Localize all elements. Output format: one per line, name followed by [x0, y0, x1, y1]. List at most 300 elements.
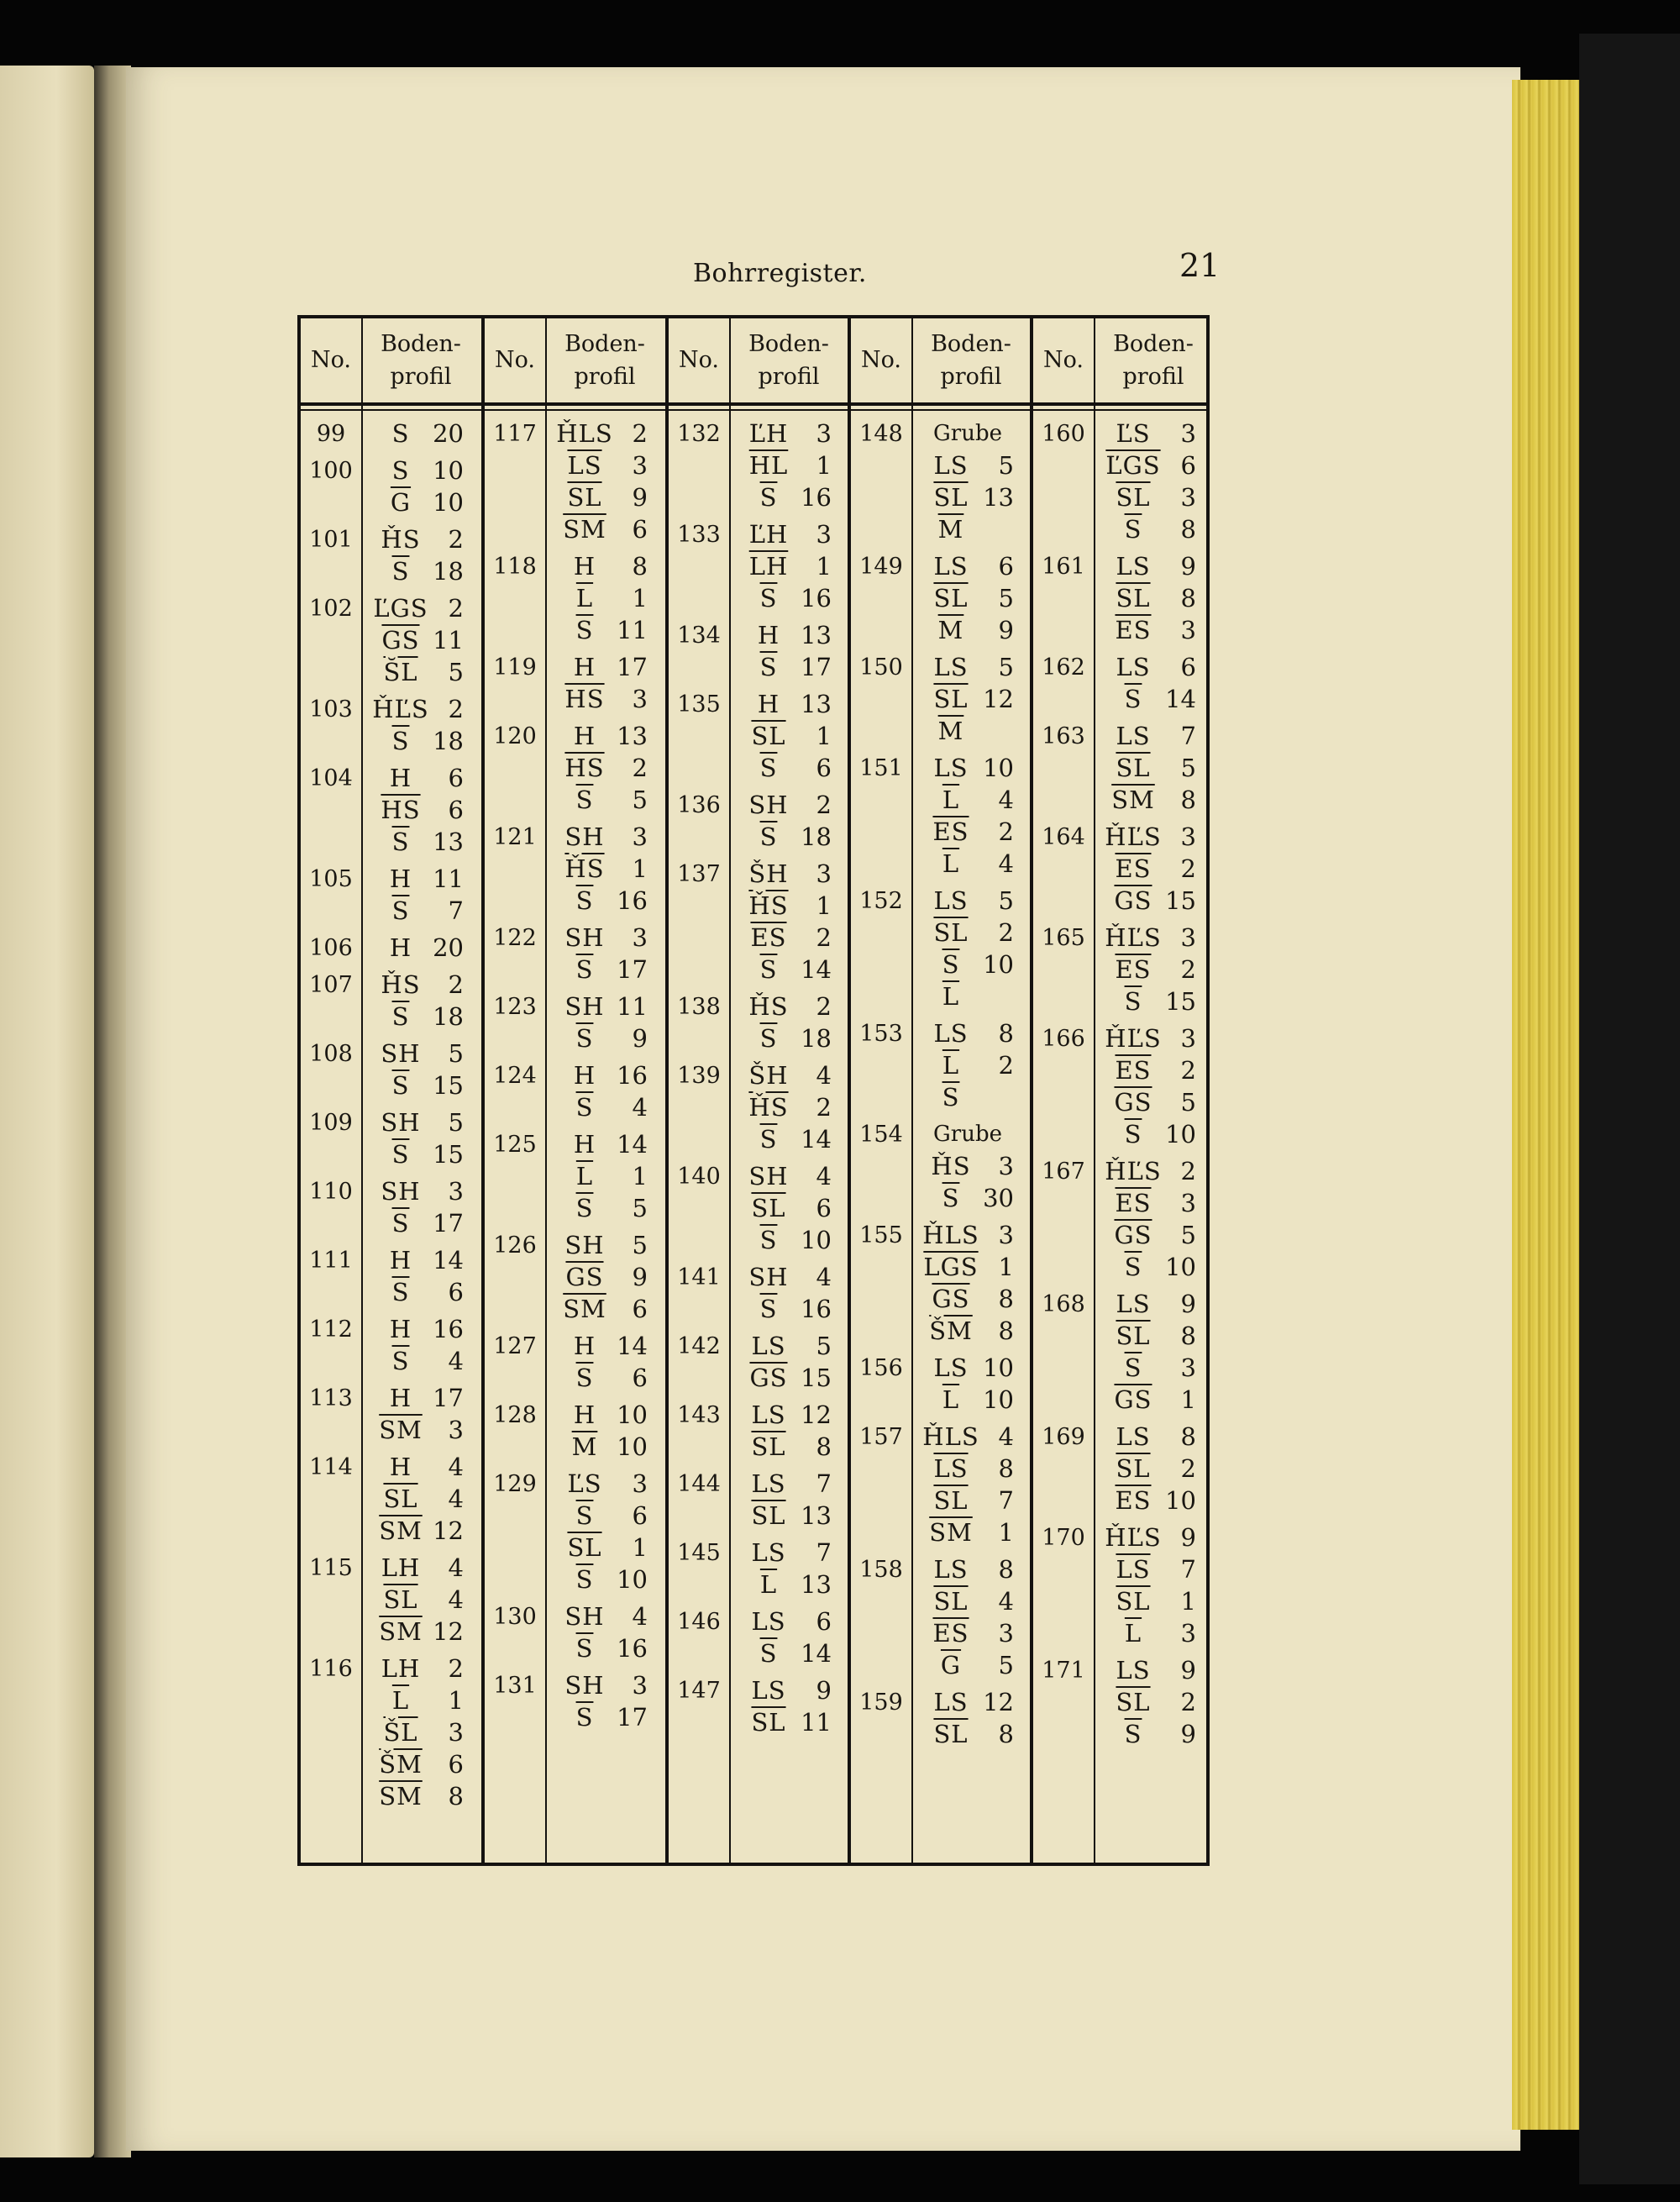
running-header: Bohrregister.: [693, 259, 867, 288]
profile-layer: [371, 762, 464, 794]
layer-thickness: 5: [448, 658, 464, 686]
profile-layer: [921, 1150, 1047, 1182]
soil-profile: [371, 1038, 464, 1101]
profile-layer: [739, 449, 832, 481]
header-profile: [911, 318, 1031, 402]
bore-number: 146: [677, 1609, 721, 1635]
soil-code: H: [757, 621, 780, 649]
soil-code: Grube: [933, 421, 1002, 446]
profile-layer: [921, 1516, 1014, 1548]
profile-layer: [1104, 418, 1196, 449]
soil-code: $\overline{M}$: [937, 717, 964, 745]
profile-layer: [1104, 481, 1196, 513]
layer-thickness: 20: [433, 419, 464, 448]
layer-thickness: 8: [1180, 786, 1196, 814]
layer-thickness: 2: [998, 1051, 1014, 1080]
profile-layer: [555, 582, 648, 614]
soil-code: LS: [933, 1688, 969, 1716]
profile-layer: [1104, 582, 1196, 614]
profile-layer: [739, 418, 832, 449]
profile-layer: [371, 1069, 464, 1101]
profile-layer: [739, 1500, 832, 1532]
bore-number: 109: [309, 1110, 353, 1136]
soil-code: $\overline{GS}$: [1114, 886, 1152, 915]
profile-layer: [555, 481, 648, 513]
layer-thickness: 8: [998, 1720, 1014, 1748]
soil-code: $\overline{SL}$: [1116, 483, 1151, 512]
profile-layer: [555, 1128, 648, 1160]
soil-profile: [1104, 720, 1196, 816]
profile-layer: [739, 1261, 832, 1293]
layer-thickness: 30: [983, 1184, 1014, 1212]
soil-profile: [1104, 1654, 1196, 1750]
header-number: No.: [495, 347, 535, 374]
soil-code: SH: [381, 1177, 421, 1206]
profile-layer: [555, 418, 648, 449]
soil-code: $\overline{SL}$: [751, 1432, 786, 1461]
profile-layer: [371, 826, 464, 858]
layer-thickness: 16: [801, 483, 832, 512]
layer-thickness: 2: [448, 594, 464, 623]
soil-code: $\overline{S}$: [575, 1634, 594, 1663]
soil-code: Grube: [933, 1122, 1002, 1147]
soil-code: H: [573, 552, 596, 581]
profile-layer: [555, 1229, 648, 1261]
soil-code: $\overline{L}$: [942, 849, 960, 878]
soil-profile: [555, 991, 648, 1054]
header-profile-line1: Boden-: [748, 330, 829, 357]
layer-thickness: 15: [433, 1140, 464, 1169]
layer-thickness: 17: [433, 1209, 464, 1238]
profile-layer: [1104, 513, 1196, 545]
layer-thickness: 14: [433, 1246, 464, 1274]
layer-thickness: 4: [448, 1485, 464, 1513]
soil-profile: [921, 550, 1014, 646]
layer-thickness: 7: [1180, 722, 1196, 750]
profile-layer: [739, 858, 832, 890]
soil-code: ĽH: [748, 520, 789, 549]
bore-number: 157: [859, 1424, 903, 1450]
layer-thickness: 3: [1180, 822, 1196, 851]
layer-thickness: 4: [998, 786, 1014, 814]
layer-thickness: 3: [1180, 419, 1196, 448]
layer-thickness: 5: [998, 451, 1014, 480]
soil-profile: [555, 922, 648, 985]
profile-layer: [555, 922, 648, 954]
layer-thickness: 1: [998, 1518, 1014, 1547]
soil-profile: [739, 1606, 832, 1669]
layer-thickness: 4: [448, 1347, 464, 1375]
soil-code: $\overline{ES}$: [932, 1619, 969, 1648]
profile-layer: [371, 693, 464, 725]
layer-thickness: 13: [801, 1570, 832, 1599]
profile-layer: [555, 513, 648, 545]
soil-code: ĽS: [1116, 419, 1151, 448]
soil-profile: [371, 1451, 464, 1547]
profile-layer: [921, 1251, 1014, 1283]
profile-layer: [739, 1569, 832, 1600]
profile-layer: [921, 1182, 1047, 1214]
soil-profile: [371, 1313, 464, 1377]
profile-layer: [555, 1261, 648, 1293]
soil-code: $\overline{LS}$: [567, 451, 602, 480]
soil-code: $\overline{S}$: [391, 896, 410, 925]
soil-code: $\overline{S}$: [759, 955, 778, 984]
layer-thickness: 3: [998, 1619, 1014, 1648]
layer-thickness: 2: [632, 754, 648, 782]
soil-code: $\overline{S}$: [1124, 515, 1142, 544]
layer-thickness: 16: [801, 1295, 832, 1323]
number-column-rule: [545, 318, 547, 1863]
soil-profile: [371, 969, 464, 1033]
profile-layer: [371, 523, 464, 555]
layer-thickness: 10: [617, 1565, 648, 1594]
layer-thickness: 1: [632, 584, 648, 612]
header-number: No.: [1043, 347, 1084, 374]
profile-layer: [739, 1160, 832, 1192]
soil-profile: [739, 1059, 832, 1155]
layer-thickness: 10: [617, 1401, 648, 1429]
profile-layer: [371, 1515, 464, 1547]
layer-thickness: 2: [816, 923, 832, 952]
profile-layer: [555, 1500, 648, 1532]
soil-code: $\overline{SL}$: [1116, 1322, 1151, 1350]
soil-profile: [371, 1552, 464, 1648]
soil-code: $\overline{S}$: [391, 557, 410, 586]
bore-number: 139: [677, 1063, 721, 1089]
layer-thickness: 9: [1180, 1720, 1196, 1748]
soil-profile: [739, 1330, 832, 1394]
profile-layer: [921, 1485, 1014, 1516]
header-profile: [1094, 318, 1213, 402]
profile-layer: [739, 1537, 832, 1569]
soil-code: $\overline{M}$: [571, 1432, 598, 1461]
soil-code: $\overline{S}$: [759, 1639, 778, 1668]
layer-thickness: 3: [632, 685, 648, 713]
header-rule-double: [301, 409, 1206, 411]
layer-thickness: 3: [632, 923, 648, 952]
bore-number: 114: [309, 1454, 353, 1480]
bore-number: 149: [859, 554, 903, 580]
soil-profile: [555, 1128, 648, 1224]
layer-thickness: 3: [448, 1177, 464, 1206]
layer-thickness: 5: [448, 1108, 464, 1137]
profile-layer: [1104, 1421, 1196, 1453]
layer-thickness: 1: [632, 1533, 648, 1562]
soil-code: S̆L: [383, 658, 418, 686]
profile-layer: [555, 1059, 648, 1091]
profile-layer: [1104, 752, 1196, 784]
soil-code: SH: [564, 1231, 605, 1259]
soil-code: $\overline{S}$: [759, 483, 778, 512]
profile-layer: [555, 821, 648, 853]
header-number: No.: [311, 347, 351, 374]
profile-layer: [921, 1649, 1014, 1681]
layer-thickness: 3: [1180, 923, 1196, 952]
profile-layer: [371, 592, 464, 624]
profile-layer: [921, 614, 1014, 646]
profile-layer: [739, 752, 832, 784]
layer-thickness: 16: [617, 886, 648, 915]
layer-thickness: 9: [1180, 552, 1196, 581]
soil-code: $\overline{SL}$: [383, 1485, 418, 1513]
header-profile-line2: profil: [574, 364, 636, 390]
layer-thickness: 5: [998, 1651, 1014, 1679]
profile-layer: [921, 949, 1014, 980]
soil-code: $\overline{ȞS}$: [748, 1093, 789, 1122]
header-profile-line1: Boden-: [931, 330, 1011, 357]
soil-code: $\overline{S}$: [391, 1140, 410, 1169]
profile-layer: [1104, 449, 1196, 481]
profile-layer: [921, 1352, 1014, 1384]
profile-layer: [921, 651, 1014, 683]
layer-thickness: 1: [632, 1162, 648, 1190]
profile-layer: [921, 449, 1047, 481]
soil-code: $\overline{SL}$: [1116, 754, 1151, 782]
soil-code: $\overline{S}$: [759, 653, 778, 681]
soil-code: H: [389, 1453, 412, 1481]
layer-thickness: 11: [433, 626, 464, 654]
layer-thickness: 5: [998, 653, 1014, 681]
soil-code: $\overline{SL}$: [383, 1585, 418, 1614]
soil-code: $\overline{S}$: [575, 1024, 594, 1053]
soil-code: $\overline{L}$: [759, 1570, 778, 1599]
bore-number: 116: [309, 1656, 353, 1682]
soil-profile: [371, 1382, 464, 1446]
layer-thickness: 1: [816, 552, 832, 581]
soil-code: LS: [933, 754, 969, 782]
soil-code: $\overline{HS}$: [564, 754, 605, 782]
soil-profile: [371, 693, 464, 757]
soil-code: $\overline{SM}$: [563, 1295, 606, 1323]
profile-layer: [739, 1706, 832, 1738]
profile-layer: [371, 1451, 464, 1483]
profile-layer: [1104, 954, 1196, 985]
soil-code: LS: [751, 1676, 786, 1705]
bore-number: 161: [1042, 554, 1085, 580]
soil-profile: [1104, 1288, 1196, 1416]
soil-code: ȞĽS: [1105, 1157, 1162, 1185]
bore-number: 145: [677, 1540, 721, 1566]
bore-number: 141: [677, 1264, 721, 1290]
profile-layer: [371, 1748, 464, 1780]
soil-code: LS: [751, 1607, 786, 1636]
soil-code: ȞS: [748, 992, 789, 1021]
soil-code: H: [573, 1401, 596, 1429]
layer-thickness: 9: [632, 1024, 648, 1053]
layer-thickness: 6: [816, 1607, 832, 1636]
soil-profile: [921, 1118, 1047, 1214]
layer-thickness: 2: [1180, 955, 1196, 984]
layer-thickness: 18: [801, 822, 832, 851]
profile-layer: [1104, 1288, 1196, 1320]
layer-thickness: 14: [801, 1125, 832, 1154]
soil-profile: [371, 523, 464, 587]
soil-code: $\overline{S}$: [391, 1071, 410, 1100]
layer-thickness: 9: [1180, 1290, 1196, 1318]
profile-layer: [1104, 1617, 1196, 1649]
profile-layer: [739, 922, 832, 954]
profile-layer: [739, 1362, 832, 1394]
soil-profile: [1104, 922, 1196, 1017]
layer-thickness: 1: [816, 722, 832, 750]
profile-layer: [1104, 720, 1196, 752]
profile-layer: [371, 418, 464, 449]
bore-number: 150: [859, 654, 903, 681]
profile-layer: [371, 656, 464, 688]
soil-code: ȞĽS: [1105, 822, 1162, 851]
soil-code: ȞĽS: [1105, 1523, 1162, 1552]
soil-code: $\overline{L}$: [942, 1051, 960, 1080]
layer-thickness: 2: [448, 970, 464, 999]
soil-profile: [739, 418, 832, 513]
layer-thickness: 8: [998, 1454, 1014, 1483]
soil-code: $\overline{M}$: [937, 616, 964, 644]
soil-code: H: [573, 722, 596, 750]
profile-layer: [1104, 1352, 1196, 1384]
soil-code: $\overline{ES}$: [1115, 1189, 1152, 1217]
bore-number: 162: [1042, 654, 1085, 681]
profile-layer: [739, 1022, 832, 1054]
soil-code: $\overline{S}$: [391, 1002, 410, 1031]
bore-number: 126: [493, 1232, 537, 1259]
layer-thickness: 2: [1180, 1688, 1196, 1716]
layer-thickness: 16: [801, 584, 832, 612]
profile-layer: [1104, 1384, 1196, 1416]
layer-thickness: 9: [632, 483, 648, 512]
soil-code: $\overline{S}$: [759, 584, 778, 612]
bore-number: 167: [1042, 1159, 1085, 1185]
soil-code: SH: [748, 791, 789, 819]
soil-code: H: [757, 690, 780, 718]
soil-code: $\overline{ES}$: [1115, 616, 1152, 644]
soil-profile: [739, 1261, 832, 1325]
profile-layer: [371, 1552, 464, 1584]
soil-code: $\overline{GS}$: [381, 626, 420, 654]
soil-code: $\overline{SL}$: [933, 584, 969, 612]
layer-thickness: 4: [816, 1162, 832, 1190]
soil-code: $\overline{S}$: [759, 754, 778, 782]
profile-layer: [371, 725, 464, 757]
soil-code: $\overline{S}$: [1124, 1720, 1142, 1748]
layer-thickness: 12: [801, 1401, 832, 1429]
profile-layer: [739, 1091, 832, 1123]
page-number: 21: [1179, 247, 1221, 284]
soil-code: $\overline{ŠM}$: [379, 1750, 423, 1779]
soil-profile: [739, 518, 832, 614]
layer-thickness: 6: [816, 1194, 832, 1222]
soil-code: $\overline{ȞS}$: [564, 854, 605, 883]
profile-layer: [921, 1049, 1014, 1081]
layer-thickness: 11: [617, 616, 648, 644]
soil-code: $\overline{SM}$: [379, 1782, 423, 1810]
profile-layer: [1104, 1654, 1196, 1686]
profile-layer: [1104, 1485, 1196, 1516]
soil-profile: [921, 1352, 1014, 1416]
soil-code: ŠH: [748, 859, 789, 888]
layer-thickness: 10: [983, 754, 1014, 782]
layer-thickness: 14: [1165, 685, 1196, 713]
layer-thickness: 5: [816, 1332, 832, 1360]
profile-layer: [1104, 1187, 1196, 1219]
soil-code: $\overline{L}$: [575, 1162, 594, 1190]
soil-code: $\overline{S}$: [391, 1347, 410, 1375]
soil-code: $\overline{SL}$: [751, 1194, 786, 1222]
bore-number: 138: [677, 994, 721, 1020]
profile-layer: [555, 752, 648, 784]
soil-code: LS: [1116, 722, 1151, 750]
header-profile-line2: profil: [390, 364, 452, 390]
soil-code: $\overline{S}$: [575, 1703, 594, 1732]
layer-thickness: 10: [433, 456, 464, 485]
profile-layer: [371, 1001, 464, 1033]
soil-code: H: [389, 865, 412, 893]
soil-profile: [1104, 1521, 1196, 1649]
layer-thickness: 7: [816, 1469, 832, 1498]
profile-layer: [739, 1293, 832, 1325]
bore-number: 121: [493, 824, 537, 850]
soil-code: $\overline{S}$: [391, 727, 410, 755]
soil-code: $\overline{SM}$: [1111, 786, 1155, 814]
soil-code: $\overline{LS}$: [933, 1454, 969, 1483]
profile-layer: [1104, 1054, 1196, 1086]
layer-thickness: 12: [983, 685, 1014, 713]
soil-profile: [555, 550, 648, 646]
profile-layer: [555, 1669, 648, 1701]
profile-layer: [555, 1362, 648, 1394]
layer-thickness: 6: [632, 515, 648, 544]
soil-code: $\overline{S}$: [942, 950, 960, 979]
bore-number: 130: [493, 1604, 537, 1630]
profile-layer: [921, 1553, 1014, 1585]
profile-layer: [371, 1138, 464, 1170]
soil-profile: [921, 1553, 1014, 1681]
soil-code: LS: [1116, 1422, 1151, 1451]
header-number: No.: [861, 347, 901, 374]
bore-number: 169: [1042, 1424, 1085, 1450]
profile-layer: [1104, 985, 1196, 1017]
profile-layer: [739, 481, 832, 513]
soil-code: $\overline{ĽGS}$: [1105, 451, 1161, 480]
profile-layer: [921, 418, 1047, 449]
soil-code: LS: [751, 1332, 786, 1360]
layer-thickness: 3: [632, 1469, 648, 1498]
profile-layer: [555, 1632, 648, 1664]
soil-profile: [555, 1059, 648, 1123]
soil-code: $\overline{S}$: [759, 1024, 778, 1053]
profile-layer: [555, 784, 648, 816]
profile-layer: [555, 550, 648, 582]
soil-code: LS: [751, 1401, 786, 1429]
profile-layer: [1104, 1521, 1196, 1553]
soil-code: $\overline{SL}$: [933, 685, 969, 713]
soil-code: $\overline{ES}$: [1115, 955, 1152, 984]
soil-code: $\overline{L}$: [575, 584, 594, 612]
layer-thickness: 3: [448, 1718, 464, 1747]
soil-code: SH: [748, 1263, 789, 1291]
bore-number: 158: [859, 1557, 903, 1583]
layer-thickness: 9: [998, 616, 1014, 644]
soil-profile: [739, 1160, 832, 1256]
layer-thickness: 1: [632, 854, 648, 883]
soil-profile: [371, 455, 464, 518]
layer-thickness: 5: [632, 1231, 648, 1259]
bore-number: 128: [493, 1402, 537, 1428]
layer-thickness: 9: [816, 1676, 832, 1705]
bohrregister-table: [297, 315, 1210, 1866]
soil-profile: [739, 1537, 832, 1600]
profile-layer: [921, 848, 1014, 880]
